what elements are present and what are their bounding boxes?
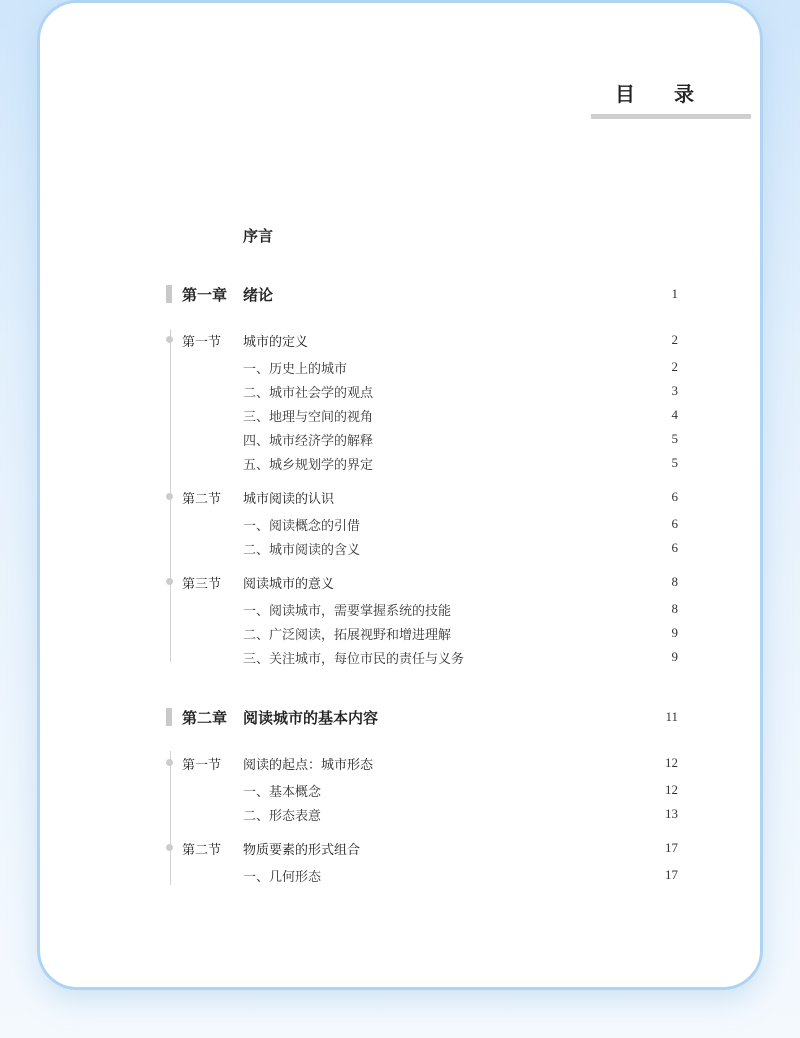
chapter-label: 第一章 (182, 286, 228, 304)
section-dot (166, 493, 173, 500)
item-title: 三、关注城市，每位市民的责任与义务 (243, 652, 465, 667)
item-page-number: 8 (671, 601, 678, 616)
title-underline (591, 114, 751, 119)
item-page-number: 13 (665, 806, 678, 821)
section-page-number: 6 (671, 489, 678, 504)
section-dot (166, 336, 173, 343)
toc-item[interactable] (243, 866, 678, 884)
item-title: 四、城市经济学的解释 (243, 434, 374, 449)
item-page-number: 4 (671, 407, 678, 422)
page-title: 目 录 (615, 82, 710, 106)
toc-item[interactable] (243, 781, 678, 799)
section-label: 第一节 (182, 758, 222, 773)
item-title: 二、城市社会学的观点 (243, 386, 374, 401)
section-title: 物质要素的形式组合 (243, 843, 361, 858)
section-1-2-entry[interactable] (165, 488, 678, 506)
toc-item[interactable] (243, 430, 678, 448)
item-title: 一、历史上的城市 (243, 362, 348, 377)
item-title: 二、形态表意 (243, 809, 322, 824)
section-page-number: 8 (671, 574, 678, 589)
toc-page-card (37, 0, 763, 990)
toc-item[interactable] (243, 539, 678, 557)
item-title: 五、城乡规划学的界定 (243, 458, 374, 473)
toc-item[interactable] (243, 805, 678, 823)
section-dot (166, 844, 173, 851)
chapter-title: 阅读城市的基本内容 (243, 709, 379, 727)
chapter-page-number: 1 (671, 286, 678, 301)
section-1-3-entry[interactable] (165, 573, 678, 591)
toc-item[interactable] (243, 515, 678, 533)
item-page-number: 5 (671, 455, 678, 470)
item-title: 一、阅读城市，需要掌握系统的技能 (243, 604, 452, 619)
item-page-number: 9 (671, 625, 678, 640)
section-2-1-entry[interactable] (165, 754, 678, 772)
chapter-marker (166, 708, 172, 726)
item-page-number: 9 (671, 649, 678, 664)
section-label: 第二节 (182, 492, 222, 507)
section-page-number: 12 (665, 755, 678, 770)
toc-preface-link[interactable]: 序言 (243, 227, 274, 245)
toc-item[interactable] (243, 406, 678, 424)
section-page-number: 17 (665, 840, 678, 855)
toc-item[interactable] (243, 648, 678, 666)
item-title: 二、广泛阅读，拓展视野和增进理解 (243, 628, 452, 643)
section-page-number: 2 (671, 332, 678, 347)
section-title: 阅读城市的意义 (243, 577, 335, 592)
section-dot (166, 578, 173, 585)
item-title: 一、阅读概念的引借 (243, 519, 361, 534)
section-2-2-entry[interactable] (165, 839, 678, 857)
section-1-1-entry[interactable] (165, 331, 678, 349)
item-page-number: 5 (671, 431, 678, 446)
toc-item[interactable] (243, 382, 678, 400)
item-title: 二、城市阅读的含义 (243, 543, 361, 558)
chapter-1-entry[interactable] (166, 284, 678, 304)
toc-item[interactable] (243, 454, 678, 472)
section-title: 阅读的起点：城市形态 (243, 758, 374, 773)
chapter-marker (166, 285, 172, 303)
item-page-number: 17 (665, 867, 678, 882)
item-title: 一、几何形态 (243, 870, 322, 885)
section-dot (166, 759, 173, 766)
section-label: 第一节 (182, 335, 222, 350)
item-page-number: 2 (671, 359, 678, 374)
chapter-title: 绪论 (243, 286, 274, 304)
item-page-number: 12 (665, 782, 678, 797)
section-title: 城市阅读的认识 (243, 492, 335, 507)
section-label: 第三节 (182, 577, 222, 592)
item-page-number: 6 (671, 540, 678, 555)
chapter-2-entry[interactable] (166, 707, 678, 727)
toc-item[interactable] (243, 600, 678, 618)
item-page-number: 3 (671, 383, 678, 398)
item-page-number: 6 (671, 516, 678, 531)
chapter-page-number: 11 (665, 709, 678, 724)
chapter-label: 第二章 (182, 709, 228, 727)
item-title: 一、基本概念 (243, 785, 322, 800)
toc-item[interactable] (243, 624, 678, 642)
item-title: 三、地理与空间的视角 (243, 410, 374, 425)
toc-item[interactable] (243, 358, 678, 376)
section-label: 第二节 (182, 843, 222, 858)
section-title: 城市的定义 (243, 335, 309, 350)
